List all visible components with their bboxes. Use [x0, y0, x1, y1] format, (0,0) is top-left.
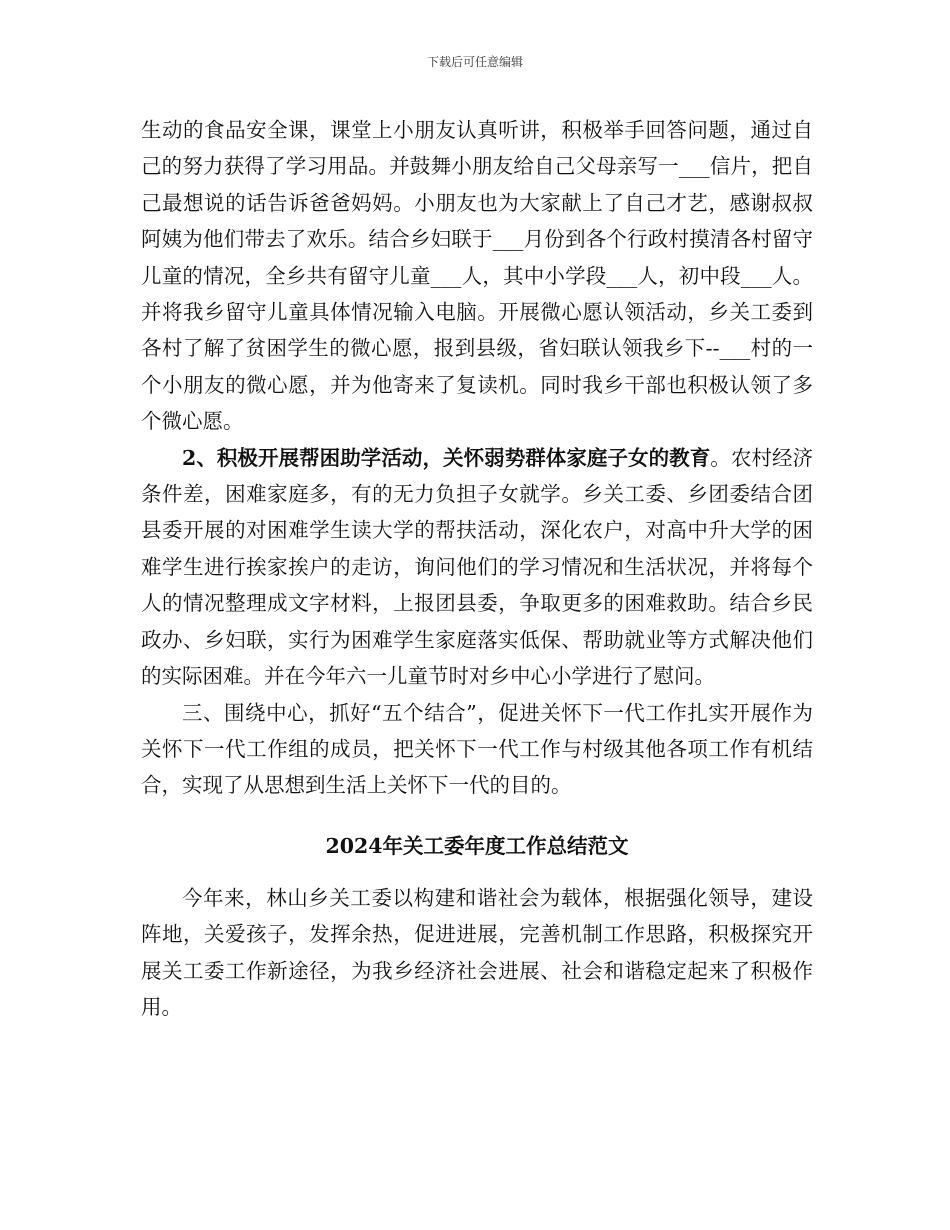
paragraph-4: 今年来，林山乡关工委以构建和谐社会为载体，根据强化领导，建设阵地，关爱孩子，发挥余热，促进进展，完善机制工作思路，积极探究开展关工委工作新途径，为我乡经济社会进展、社会和谐稳定起来了积极作用。 [141, 885, 813, 1019]
page-header: 下载后可任意编辑 [426, 55, 523, 69]
document-body [141, 112, 813, 1025]
paragraph-2-heading: 2、积极开展帮困助学活动，关怀弱势群体家庭子女的教育 [182, 445, 711, 470]
paragraph-1: 生动的食品安全课，课堂上小朋友认真听讲，积极举手回答问题，通过自己的努力获得了学习用品。并鼓舞小朋友给自己父母亲写一___信片，把自己最想说的话告诉爸爸妈妈。小朋友也为大家献上了自己才艺，感谢叔叔阿姨为他们带去了欢乐。结合乡妇联于___月份到各个行政村摸清各村留守儿童的情况，全乡共有留守儿童___人，其中小学段___人，初中段___人。并将我乡留守儿童具体情况输入电脑。开展微心愿认领活动，乡关工委到各村了解了贫困学生的微心愿，报到县级，省妇联认领我乡下--___村的一个小朋友的微心愿，并为他寄来了复读机。同时我乡干部也积极认领了多个微心愿。 [141, 118, 813, 434]
paragraph-3: 三、围绕中心，抓好“五个结合”，促进关怀下一代工作扎实开展作为关怀下一代工作组的成员，把关怀下一代工作与村级其他各项工作有机结合，实现了从思想到生活上关怀下一代的目的。 [141, 700, 813, 798]
paragraph-2-body: 。农村经济条件差，困难家庭多，有的无力负担子女就学。乡关工委、乡团委结合团县委开展的对困难学生读大学的帮扶活动，深化农户，对高中升大学的困难学生进行挨家挨户的走访，询问他们的学习情况和生活状况，并将每个人的情况整理成文字材料，上报团县委，争取更多的困难救助。结合乡民政办、乡妇联，实行为困难学生家庭落实低保、帮助就业等方式解决他们的实际困难。并在今年六一儿童节时对乡中心小学进行了慰问。 [141, 445, 813, 689]
paragraph-2 [141, 440, 813, 695]
section-title: 2024年关工委年度工作总结范文 [325, 833, 629, 858]
